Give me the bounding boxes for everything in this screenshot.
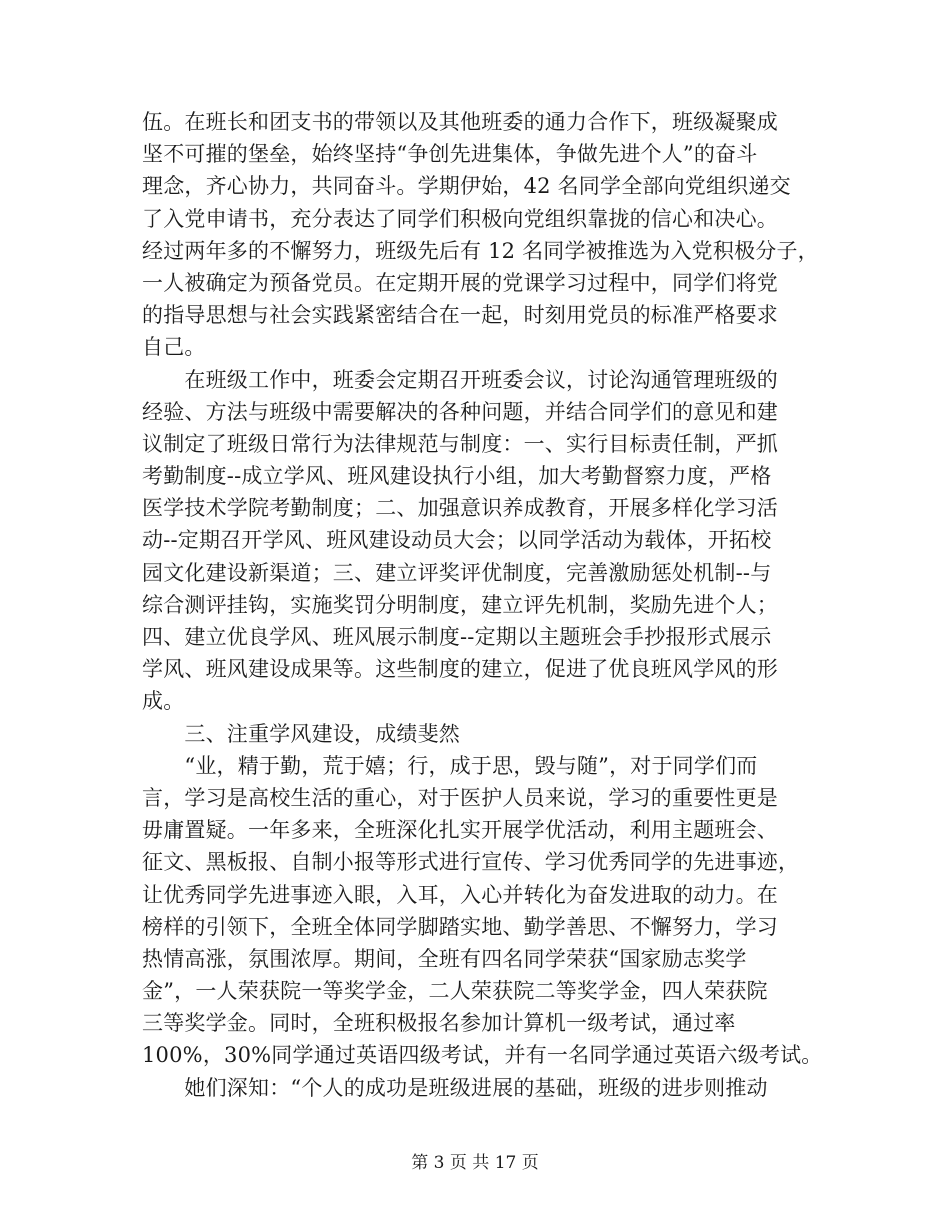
- text-line: 考勤制度--成立学风、班风建设执行小组，加大考勤督察力度，严格: [142, 464, 772, 489]
- text-line: 自己。: [142, 335, 206, 360]
- document-body: [142, 106, 822, 1104]
- text-line: 经验、方法与班级中需要解决的各种问题，并结合同学们的意见和建: [142, 399, 778, 424]
- text-line: 她们深知：“个人的成功是班级进展的基础，班级的进步则推动: [142, 1075, 768, 1100]
- text-line: 言，学习是高校生活的重心，对于医护人员来说，学习的重要性更是: [142, 785, 778, 810]
- text-line: 征文、黑板报、自制小报等形式进行宣传、学习优秀同学的先进事迹，: [142, 850, 800, 875]
- text-line: 四、建立优良学风、班风展示制度--定期以主题班会手抄报形式展示: [142, 625, 772, 649]
- text-line: 学风、班风建设成果等。这些制度的建立，促进了优良班风学风的形: [142, 657, 778, 682]
- text-line: 议制定了班级日常行为法律规范与制度：一、实行目标责任制，严抓: [142, 431, 778, 456]
- text-line: 100%，30%同学通过英语四级考试，并有一名同学通过英语六级考试。: [142, 1043, 823, 1068]
- text-line: 经过两年多的不懈努力，班级先后有 12 名同学被推选为入党积极分子，: [142, 238, 819, 263]
- text-line: 动--定期召开学风、班风建设动员大会；以同学活动为载体，开拓校: [142, 528, 772, 553]
- text-line: 三等奖学金。同时，全班积极报名参加计算机一级考试，通过率: [142, 1011, 736, 1036]
- text-line: 毋庸置疑。一年多来，全班深化扎实开展学优活动，利用主题班会、: [142, 818, 778, 843]
- text-line: 榜样的引领下，全班全体同学脚踏实地、勤学善思、不懈努力，学习: [142, 914, 778, 939]
- text-line: “业，精于勤，荒于嬉；行，成于思，毁与随”，对于同学们而: [142, 753, 758, 778]
- text-line: 热情高涨，氛围浓厚。期间，全班有四名同学荣获“国家励志奖学: [142, 946, 747, 971]
- text-line: 一人被确定为预备党员。在定期开展的党课学习过程中，同学们将党: [142, 270, 778, 295]
- text-line: 理念，齐心协力，共同奋斗。学期伊始，42 名同学全部向党组织递交: [142, 174, 791, 199]
- text-line: 在班级工作中，班委会定期召开班委会议，讨论沟通管理班级的: [142, 367, 778, 392]
- text-line: 金”，一人荣获院一等奖学金，二人荣获院二等奖学金，四人荣获院: [142, 979, 768, 1004]
- text-line: 让优秀同学先进事迹入眼，入耳，入心并转化为奋发进取的动力。在: [142, 882, 778, 907]
- section-heading: 三、注重学风建设，成绩斐然: [142, 721, 460, 746]
- text-line: 伍。在班长和团支书的带领以及其他班委的通力合作下，班级凝聚成: [142, 110, 778, 134]
- text-line: 坚不可摧的堡垒，始终坚持“争创先进集体，争做先进个人”的奋斗: [142, 142, 758, 167]
- page-number-footer: 第 3 页 共 17 页: [411, 1153, 539, 1173]
- text-line: 综合测评挂钩，实施奖罚分明制度，建立评先机制，奖励先进个人；: [142, 592, 778, 617]
- text-line: 医学技术学院考勤制度；二、加强意识养成教育，开展多样化学习活: [142, 496, 778, 521]
- text-line: 了入党申请书，充分表达了同学们积极向党组织靠拢的信心和决心。: [142, 206, 778, 231]
- text-line: 成。: [142, 689, 185, 714]
- text-line: 的指导思想与社会实践紧密结合在一起，时刻用党员的标准严格要求: [142, 303, 778, 328]
- text-line: 园文化建设新渠道；三、建立评奖评优制度，完善激励惩处机制--与: [142, 560, 772, 585]
